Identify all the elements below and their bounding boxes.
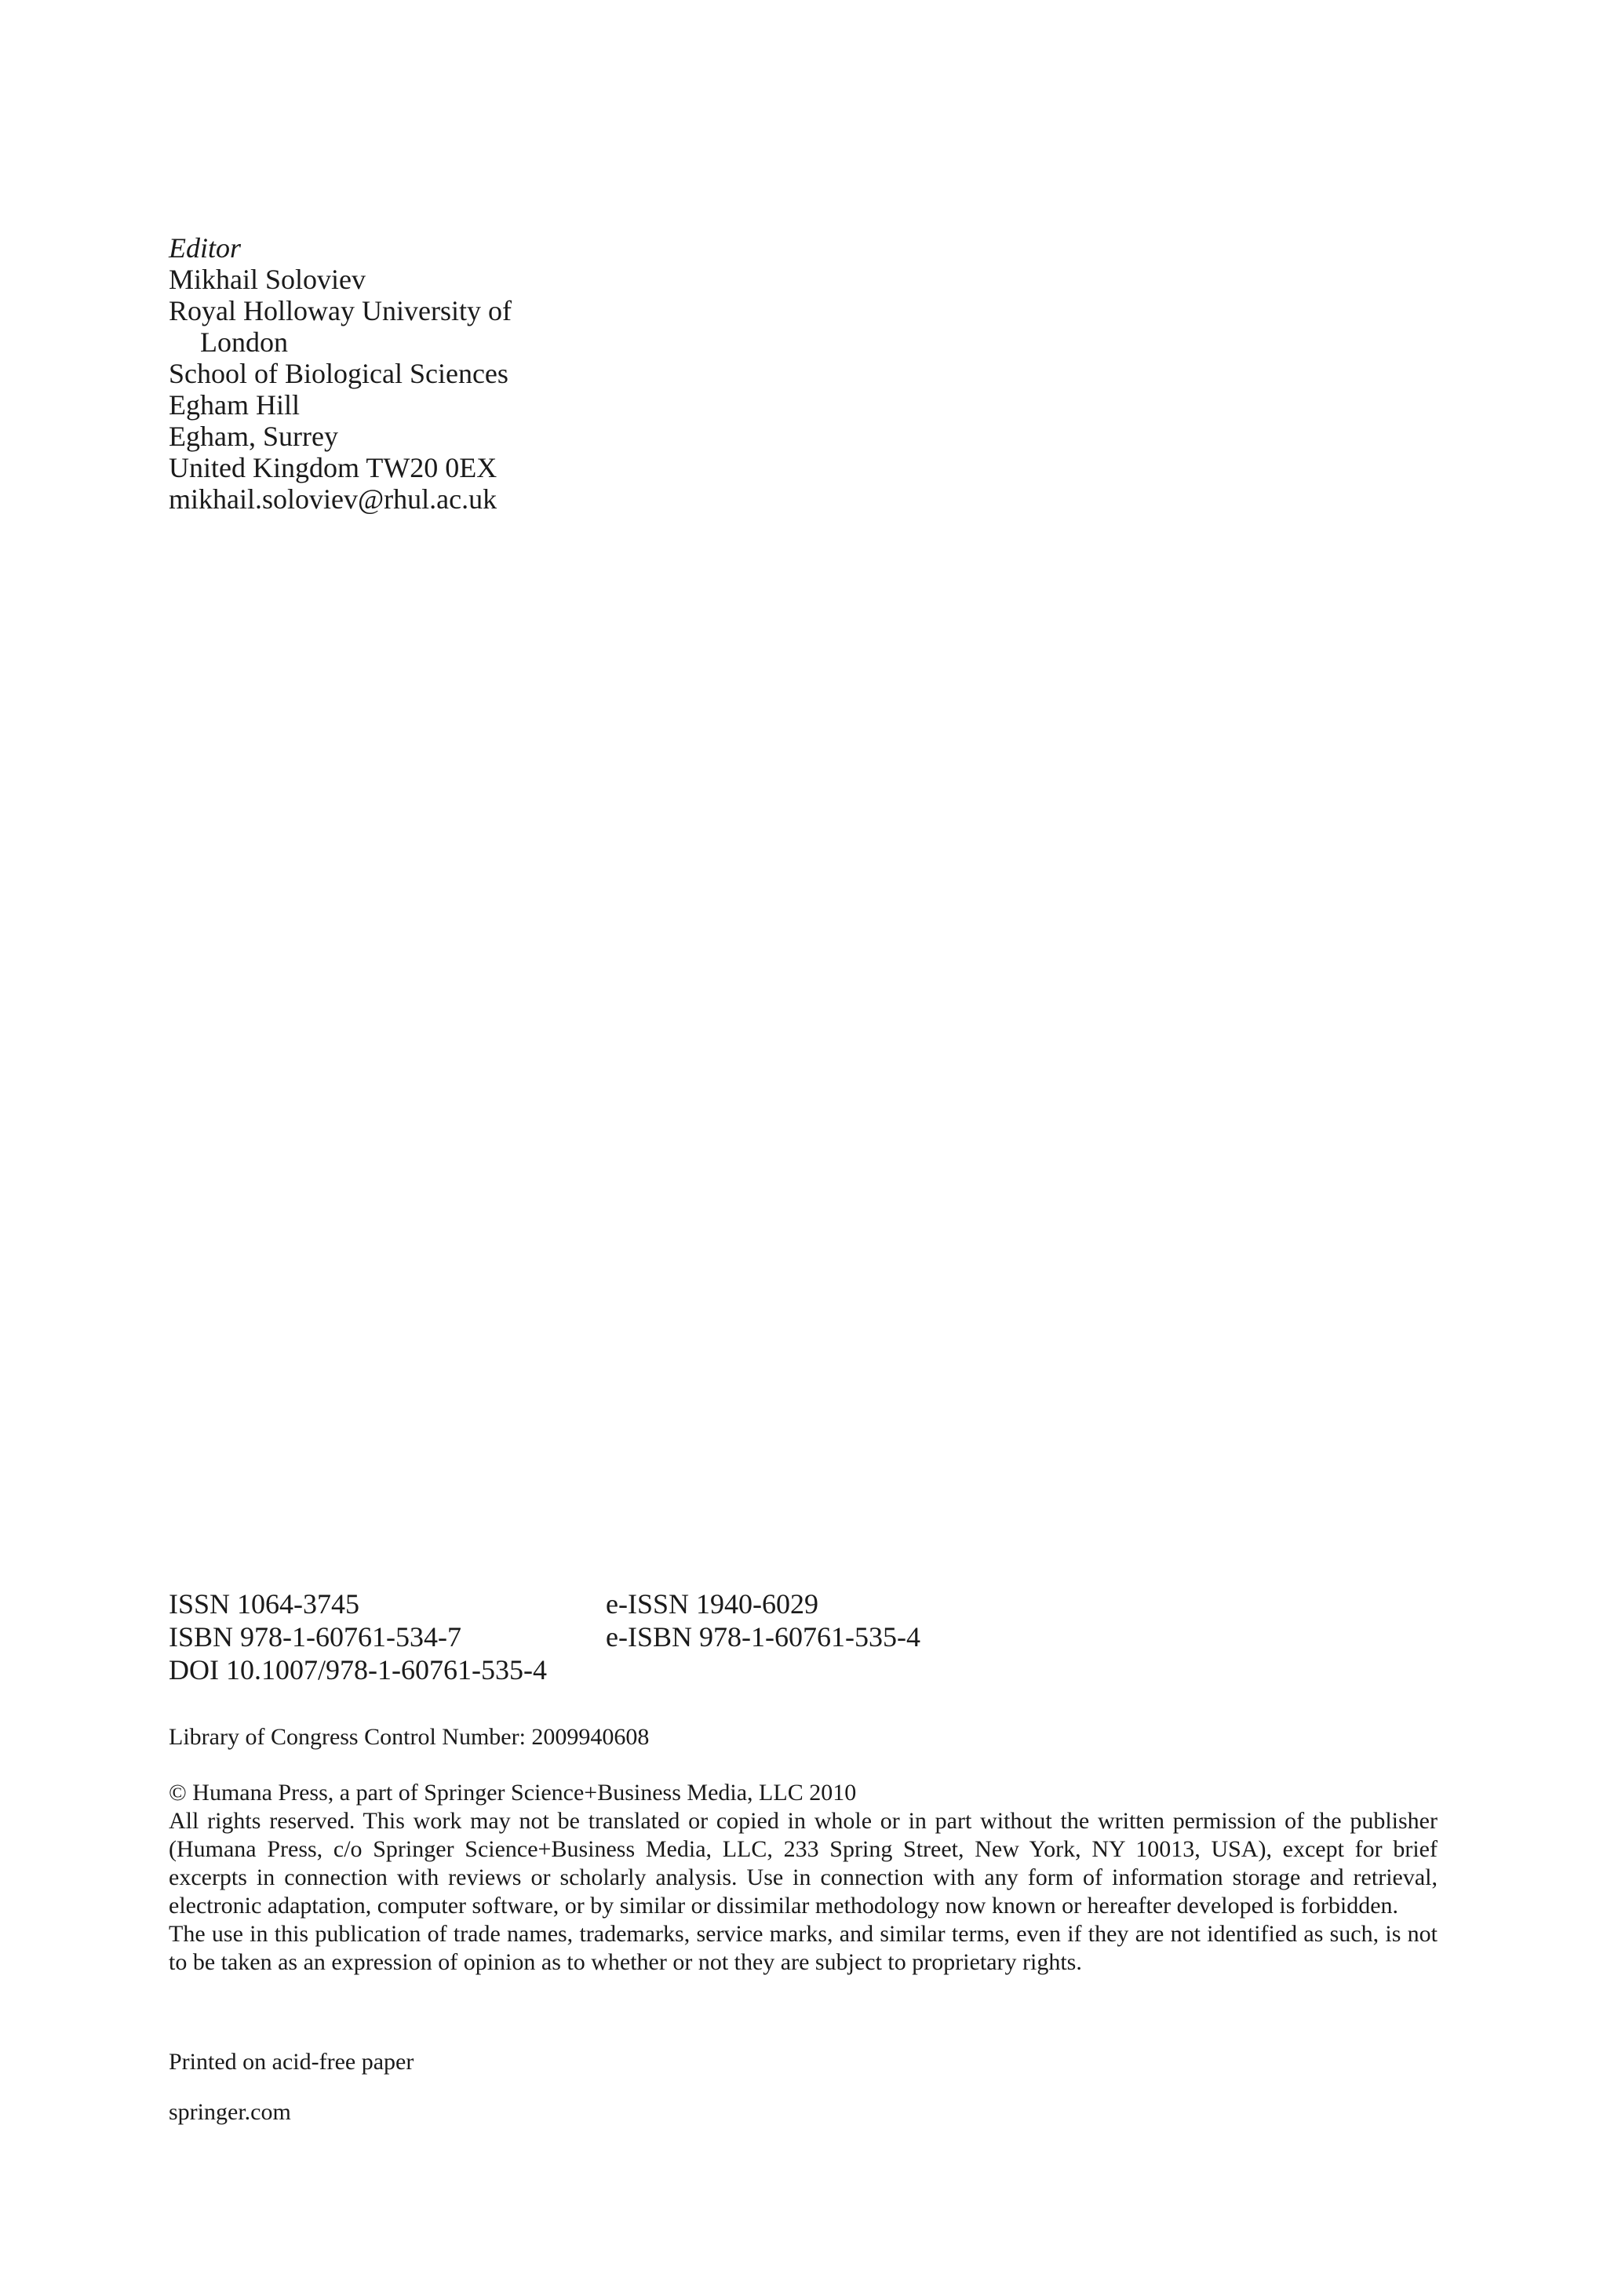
- copyright-block: [169, 1779, 1438, 1977]
- paper-note: Printed on acid-free paper: [169, 2049, 414, 2075]
- editor-name: Mikhail Soloviev: [169, 264, 366, 295]
- doi: DOI 10.1007/978-1-60761-535-4: [169, 1654, 547, 1686]
- editor-email: mikhail.soloviev@rhul.ac.uk: [169, 483, 497, 515]
- editor-role-label: Editor: [169, 232, 242, 264]
- editor-affiliation: Royal Holloway University of: [169, 295, 512, 326]
- issn-row: [169, 1587, 920, 1620]
- copyright-notice: © Humana Press, a part of Springer Science+Business Media, LLC 2010: [169, 1780, 857, 1806]
- eissn: e-ISSN 1940-6029: [606, 1588, 818, 1620]
- editor-department: School of Biological Sciences: [169, 358, 508, 389]
- publication-identifiers: [169, 1587, 920, 1686]
- doi-row: [169, 1653, 920, 1686]
- editor-street: Egham Hill: [169, 389, 300, 421]
- isbn: ISBN 978-1-60761-534-7: [169, 1621, 461, 1653]
- editor-city: Egham, Surrey: [169, 421, 338, 452]
- publisher-website: springer.com: [169, 2099, 291, 2125]
- issn: ISSN 1064-3745: [169, 1588, 360, 1620]
- eisbn: e-ISBN 978-1-60761-535-4: [606, 1621, 920, 1653]
- loc-control-number: Library of Congress Control Number: 2009940608: [169, 1724, 650, 1750]
- trademark-statement: The use in this publication of trade names, trademarks, service marks, and similar terms, even if they are not identified as such, is not to be taken as an expression of opinion as to whether or not they are subject to proprietary rights.: [169, 1921, 1438, 1975]
- editor-country-postcode: United Kingdom TW20 0EX: [169, 452, 497, 483]
- rights-statement: All rights reserved. This work may not be translated or copied in whole or in part without the written permission of the publisher (Humana Press, c/o Springer Science+Business Media, LLC, 233 Spring Street, New York, NY 10013, USA), except for brief excerpts in connection with reviews or scholarly analysis. Use in connection with any form of information storage and retrieval, electronic adaptation, computer software, or by similar or dissimilar methodology now known or hereafter developed is forbidden.: [169, 1808, 1438, 1919]
- editor-affiliation-continued: London: [200, 326, 288, 358]
- editor-address-block: [169, 232, 512, 515]
- isbn-row: [169, 1620, 920, 1653]
